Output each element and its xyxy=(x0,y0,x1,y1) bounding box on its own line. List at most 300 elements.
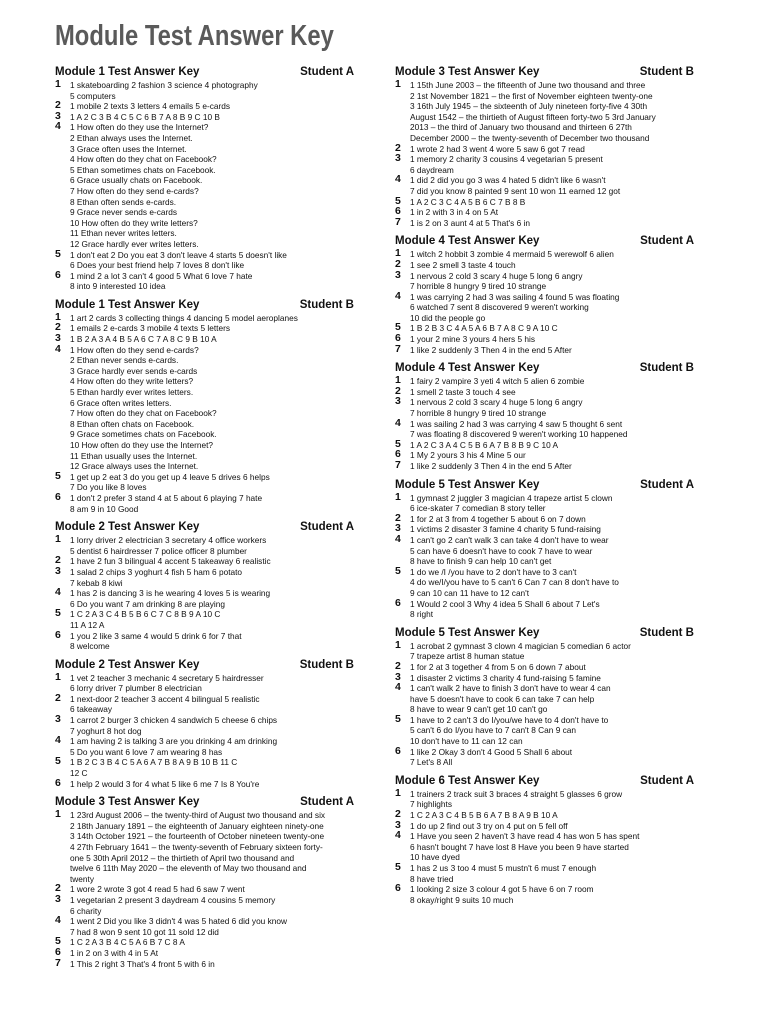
exercise-number: 3 xyxy=(395,670,401,683)
answer-line: 1 acrobat 2 gymnast 3 clown 4 magician 5 comedian 6 actor xyxy=(410,640,631,651)
answer-line: 5 Ethan sometimes chats on Facebook. xyxy=(70,164,216,175)
exercise-answers xyxy=(395,342,700,356)
exercise-number: 4 xyxy=(395,289,401,302)
answer-line: 9 Grace sometimes chats on Facebook. xyxy=(70,429,217,440)
exercise-number: 6 xyxy=(395,448,401,461)
section-heading xyxy=(395,775,700,788)
exercise-answers xyxy=(55,892,360,916)
answer-line: 6 daydream xyxy=(410,164,454,175)
exercise-number: 2 xyxy=(395,808,401,821)
exercise-number: 2 xyxy=(55,882,61,895)
answer-line: 1 did 2 did you go 3 was 4 hated 5 didn't like 6 wasn't xyxy=(410,175,606,186)
answer-line: 1 How often do they send e-cards? xyxy=(70,344,199,355)
answer-line: 1 disaster 2 victims 3 charity 4 fund-raising 5 famine xyxy=(410,672,601,683)
exercise-answers xyxy=(55,776,360,790)
exercise-number: 5 xyxy=(395,437,401,450)
answer-line: 8 am 9 in 10 Good xyxy=(70,503,139,514)
answer-key-section xyxy=(395,775,700,906)
exercise-answers xyxy=(395,564,700,599)
exercise-answers xyxy=(395,786,700,810)
exercise-number: 5 xyxy=(395,321,401,334)
exercise-number: 4 xyxy=(55,586,61,599)
exercise-answers xyxy=(55,670,360,694)
answer-line: 11 Ethan never writes letters. xyxy=(70,228,177,239)
exercise-answers xyxy=(55,945,360,959)
answer-line: 1 23rd August 2006 – the twenty-third of August two thousand and six xyxy=(70,810,326,821)
student-variant: Student A xyxy=(640,478,694,491)
answer-line: 2 Ethan never sends e-cards. xyxy=(70,355,179,366)
exercise-number: 3 xyxy=(395,818,401,831)
answer-line: 1 smell 2 taste 3 touch 4 see xyxy=(410,386,516,397)
section-heading xyxy=(55,521,360,534)
answer-line: 1 next-door 2 teacher 3 accent 4 bilingual 5 realistic xyxy=(70,693,260,704)
exercise-number: 3 xyxy=(395,268,401,281)
exercise-number: 3 xyxy=(395,395,401,408)
exercise-number: 5 xyxy=(55,607,61,620)
exercise-number: 4 xyxy=(55,342,61,355)
exercise-answers xyxy=(55,916,360,937)
right-column xyxy=(395,66,700,912)
student-variant: Student B xyxy=(299,298,354,311)
student-variant: Student B xyxy=(639,66,694,78)
answer-line: 7 trapeze artist 8 human statue xyxy=(410,651,525,662)
exercise-number: 4 xyxy=(395,681,401,694)
answer-line: 1 mind 2 a lot 3 can't 4 good 5 What 6 love 7 hate xyxy=(70,270,253,281)
exercise-number: 5 xyxy=(55,247,61,260)
answer-line: 1 see 2 smell 3 taste 4 touch xyxy=(410,259,516,270)
exercise-answers xyxy=(395,831,700,863)
answer-line: 5 dentist 6 hairdresser 7 police officer 8 plumber xyxy=(70,545,247,556)
exercise-answers xyxy=(395,638,700,662)
exercise-answers xyxy=(55,122,360,249)
exercise-answers xyxy=(395,397,700,418)
answer-line: 8 right xyxy=(410,609,434,620)
answer-line: 1 has 2 is dancing 3 is he wearing 4 loves 5 is wearing xyxy=(70,588,271,599)
exercise-answers xyxy=(395,659,700,673)
section-title: Module 4 Test Answer Key xyxy=(395,235,540,248)
answer-line: 9 Grace never sends e-cards xyxy=(70,207,177,218)
answer-line: 11 A 12 A xyxy=(70,619,105,630)
answer-line: 8 have to wear 9 can't get 10 can't go xyxy=(410,704,548,715)
answer-key-section xyxy=(55,659,360,790)
answer-line: 10 did the people go xyxy=(410,312,486,323)
answer-line: 3 Grace hardly ever sends e-cards xyxy=(70,365,198,376)
answer-line: 7 How often do they send e-cards? xyxy=(70,185,199,196)
answer-line: 1 gymnast 2 juggler 3 magician 4 trapeze artist 5 clown xyxy=(410,492,613,503)
exercise-number: 3 xyxy=(395,522,401,535)
exercise-answers xyxy=(395,175,700,196)
section-title: Module 3 Test Answer Key xyxy=(395,66,540,78)
section-title: Module 1 Test Answer Key xyxy=(55,66,200,78)
exercise-answers xyxy=(395,384,700,398)
exercise-answers xyxy=(55,564,360,588)
answer-key-section xyxy=(55,299,360,514)
exercise-number: 6 xyxy=(395,744,401,757)
answer-line: 1 am having 2 is talking 3 are you drinking 4 am drinking xyxy=(70,736,278,747)
answer-line: 12 Grace always uses the Internet. xyxy=(70,461,199,472)
exercise-number: 3 xyxy=(55,564,61,577)
exercise-number: 5 xyxy=(395,861,401,873)
exercise-answers xyxy=(395,249,700,260)
answer-line: 1 for 2 at 3 together 4 from 5 on 6 down 7 about xyxy=(410,661,586,672)
answer-line: 8 Ethan often chats on Facebook. xyxy=(70,418,195,429)
exercise-answers xyxy=(55,342,360,472)
answer-line: 5 Ethan hardly ever writes letters. xyxy=(70,387,194,398)
answer-line: twenty xyxy=(70,873,94,884)
answer-line: 1 do we /I /you have to 2 don't have to 3 can't xyxy=(410,566,577,577)
answer-line: 6 takeaway xyxy=(70,704,112,715)
answer-line: 1 wore 2 wrote 3 got 4 read 5 had 6 saw 7 went xyxy=(70,884,245,895)
exercise-number: 5 xyxy=(55,935,61,948)
answer-line: 8 welcome xyxy=(70,641,110,652)
section-heading xyxy=(55,796,360,809)
student-variant: Student A xyxy=(300,521,354,534)
exercise-answers xyxy=(55,556,360,567)
answer-key-section xyxy=(55,66,360,292)
answer-line: 6 Do you want 7 am drinking 8 are playing xyxy=(70,598,225,609)
exercise-answers xyxy=(395,461,700,472)
exercise-answers xyxy=(395,532,700,567)
answer-line: 8 have tried xyxy=(410,873,454,884)
answer-line: 12 C xyxy=(70,768,88,779)
answer-line: 1 C 2 A 3 C 4 B 5 B 6 A 7 B 8 A 9 B 10 A xyxy=(410,810,558,821)
exercise-answers xyxy=(395,683,700,715)
exercise-number: 4 xyxy=(55,914,61,927)
answer-line: 6 Grace often writes letters. xyxy=(70,397,172,408)
answer-line: 10 How often do they use the Internet? xyxy=(70,440,213,450)
exercise-number: 6 xyxy=(55,490,61,503)
answer-line: 1 was carrying 2 had 3 was sailing 4 found 5 was floating xyxy=(410,291,620,302)
exercise-answers xyxy=(395,818,700,832)
answer-line: 4 How often do they chat on Facebook? xyxy=(70,154,217,165)
answer-line: 1 went 2 Did you like 3 didn't 4 was 5 hated 6 did you know xyxy=(70,916,287,927)
exercise-number: 1 xyxy=(395,374,401,387)
answer-line: 1 nervous 2 cold 3 scary 4 huge 5 long 6 angry xyxy=(410,397,583,408)
answer-line: 1 nervous 2 cold 3 scary 4 huge 5 long 6 angry xyxy=(410,270,583,281)
answer-line: 1 emails 2 e-cards 3 mobile 4 texts 5 letters xyxy=(70,323,231,334)
exercise-answers xyxy=(55,80,360,101)
answer-line: 11 Ethan usually uses the Internet. xyxy=(70,450,198,461)
answer-line: 1 your 2 mine 3 yours 4 hers 5 his xyxy=(410,334,535,345)
answer-line: 1 can't go 2 can't walk 3 can take 4 don't have to wear xyxy=(410,534,609,545)
exercise-number: 5 xyxy=(55,469,61,482)
exercise-answers xyxy=(55,884,360,895)
answer-line: 1 A 2 C 3 A 4 C 5 B 6 A 7 B 8 B 9 C 10 A xyxy=(410,439,559,450)
answer-line: 1 like 2 suddenly 3 Then 4 in the end 5 After xyxy=(410,461,572,471)
exercise-number: 1 xyxy=(55,808,61,821)
student-variant: Student B xyxy=(639,626,694,639)
answer-line: 1 vegetarian 2 present 3 daydream 4 cousins 5 memory xyxy=(70,894,276,905)
exercise-answers xyxy=(395,416,700,440)
student-variant: Student A xyxy=(640,235,694,248)
section-title: Module 5 Test Answer Key xyxy=(395,626,540,639)
answer-key-section xyxy=(55,521,360,652)
answer-line: 1 can't walk 2 have to finish 3 don't have to wear 4 can xyxy=(410,683,611,694)
answer-line: 1 have to 2 can't 3 do I/you/we have to 4 don't have to xyxy=(410,714,609,725)
exercise-answers xyxy=(395,596,700,620)
exercise-number: 6 xyxy=(55,945,61,958)
exercise-answers xyxy=(395,450,700,461)
exercise-number: 4 xyxy=(395,173,401,186)
section-title: Module 2 Test Answer Key xyxy=(55,658,200,671)
section-heading xyxy=(55,659,360,672)
answer-line: 1 looking 2 size 3 colour 4 got 5 have 6 on 7 room xyxy=(410,884,594,895)
answer-line: 7 horrible 8 hungry 9 tired 10 strange xyxy=(410,408,547,419)
answer-line: 12 Grace hardly ever writes letters. xyxy=(70,238,199,249)
answer-line: December 2000 – the twenty-seventh of December two thousand xyxy=(410,132,650,143)
answer-line: 1 A 2 C 3 C 4 A 5 B 6 C 7 B 8 B xyxy=(410,196,526,207)
answer-line: 1 B 2 B 3 C 4 A 5 A 6 B 7 A 8 C 9 A 10 C xyxy=(410,323,558,334)
answer-line: 10 How often do they write letters? xyxy=(70,217,198,228)
exercise-number: 6 xyxy=(55,776,61,789)
exercise-number: 7 xyxy=(395,342,401,355)
answer-line: 7 kebab 8 kiwi xyxy=(70,577,123,588)
student-variant: Student A xyxy=(300,796,354,809)
exercise-number: 7 xyxy=(395,459,401,471)
answer-key-section xyxy=(55,796,360,969)
answer-line: 7 had 8 won 9 sent 10 got 11 sold 12 did xyxy=(70,926,219,937)
exercise-answers xyxy=(395,215,700,229)
answer-line: 1 witch 2 hobbit 3 zombie 4 mermaid 5 werewolf 6 alien xyxy=(410,249,614,260)
student-variant: Student A xyxy=(300,66,354,78)
section-title: Module 2 Test Answer Key xyxy=(55,521,200,534)
exercise-answers xyxy=(395,376,700,387)
answer-line: 1 don't eat 2 Do you eat 3 don't leave 4 starts 5 doesn't like xyxy=(70,249,287,260)
answer-line: 1 Have you seen 2 haven't 3 have read 4 has won 5 has spent xyxy=(410,831,640,842)
answer-line: 10 have dyed xyxy=(410,852,460,863)
exercise-answers xyxy=(395,80,700,144)
exercise-number: 1 xyxy=(55,310,61,323)
answer-line: 1 Would 2 cool 3 Why 4 idea 5 Shall 6 about 7 Let's xyxy=(410,598,600,609)
section-title: Module 5 Test Answer Key xyxy=(395,478,540,491)
answer-line: 3 14th October 1921 – the fourteenth of October nineteen twenty-one xyxy=(70,831,325,842)
exercise-answers xyxy=(55,247,360,271)
answer-line: 7 Let's 8 All xyxy=(410,757,453,768)
answer-key-section xyxy=(395,235,700,355)
exercise-number: 4 xyxy=(55,734,61,747)
answer-line: 5 can't 6 do I/you have to 7 can't 8 Can 9 can xyxy=(410,725,576,736)
answer-line: 7 highlights xyxy=(410,799,452,810)
answer-line: 3 Grace often uses the Internet. xyxy=(70,143,187,154)
exercise-answers xyxy=(55,310,360,324)
answer-line: have 5 doesn't have to cook 6 can take 7 can help xyxy=(410,693,595,704)
exercise-number: 1 xyxy=(55,78,61,90)
answer-line: 1 trainers 2 track suit 3 braces 4 straight 5 glasses 6 grow xyxy=(410,788,623,799)
answer-line: 1 memory 2 charity 3 cousins 4 vegetarian 5 present xyxy=(410,154,603,165)
left-column xyxy=(55,66,360,976)
exercise-answers xyxy=(55,736,360,757)
answer-line: 6 Grace usually chats on Facebook. xyxy=(70,175,203,186)
exercise-answers xyxy=(55,937,360,948)
exercise-answers xyxy=(55,109,360,123)
answer-line: 5 can have 6 doesn't have to cook 7 have to wear xyxy=(410,545,593,556)
exercise-number: 6 xyxy=(395,205,401,218)
exercise-number: 2 xyxy=(55,554,61,567)
answer-line: 1 has 2 us 3 too 4 must 5 mustn't 6 must 7 enough xyxy=(410,863,597,873)
exercise-number: 4 xyxy=(395,532,401,545)
answer-line: 6 watched 7 sent 8 discovered 9 weren't working xyxy=(410,302,589,313)
exercise-answers xyxy=(55,323,360,334)
exercise-answers xyxy=(55,691,360,715)
exercise-number: 1 xyxy=(395,786,401,799)
section-title: Module 3 Test Answer Key xyxy=(55,796,200,809)
answer-line: 1 B 2 C 3 B 4 C 5 A 6 A 7 B 8 A 9 B 10 B 11 C xyxy=(70,757,238,768)
answer-line: 1 you 2 like 3 same 4 would 5 drink 6 for 7 that xyxy=(70,630,242,641)
exercise-answers xyxy=(55,715,360,736)
exercise-answers xyxy=(395,524,700,535)
answer-line: 1 15th June 2003 – the fifteenth of June two thousand and three xyxy=(410,80,646,90)
answer-line: 2 1st November 1821 – the first of November eighteen twenty-one xyxy=(410,90,653,101)
exercise-number: 7 xyxy=(395,215,401,228)
answer-line: 1 vet 2 teacher 3 mechanic 4 secretary 5 hairdresser xyxy=(70,672,264,683)
exercise-answers xyxy=(55,757,360,778)
exercise-number: 2 xyxy=(55,691,61,704)
exercise-number: 3 xyxy=(395,152,401,165)
exercise-answers xyxy=(395,437,700,451)
section-title: Module 1 Test Answer Key xyxy=(55,298,200,311)
exercise-number: 6 xyxy=(395,596,401,609)
answer-line: 6 Does your best friend help 7 loves 8 don't like xyxy=(70,260,245,271)
answer-line: 1 is 2 on 3 aunt 4 at 5 That's 6 in xyxy=(410,217,530,228)
exercise-number: 2 xyxy=(395,659,401,672)
answer-line: 1 B 2 A 3 A 4 B 5 A 6 C 7 A 8 C 9 B 10 A xyxy=(70,334,217,345)
answer-line: 8 into 9 interested 10 idea xyxy=(70,281,166,292)
exercise-answers xyxy=(55,810,360,884)
exercise-number: 5 xyxy=(395,564,401,577)
exercise-answers xyxy=(55,490,360,514)
answer-line: 1 wrote 2 had 3 went 4 wore 5 saw 6 got 7 read xyxy=(410,143,585,154)
exercise-answers xyxy=(395,323,700,334)
exercise-number: 2 xyxy=(55,99,61,112)
answer-line: 2 18th January 1891 – the eighteenth of January eighteen ninety-one xyxy=(70,820,324,831)
answer-line: 3 16th July 1945 – the sixteenth of July nineteen forty-five 4 30th xyxy=(410,101,648,112)
exercise-number: 5 xyxy=(395,712,401,725)
exercise-answers xyxy=(55,101,360,112)
section-heading xyxy=(55,66,360,79)
exercise-number: 2 xyxy=(395,384,401,397)
answer-line: 8 okay/right 9 suits 10 much xyxy=(410,894,514,905)
answer-key-section xyxy=(395,627,700,768)
exercise-answers xyxy=(395,670,700,684)
answer-line: 4 do we/I/you have to 5 can't 6 Can 7 can 8 don't have to xyxy=(410,577,619,588)
exercise-answers xyxy=(55,334,360,345)
answer-line: 9 can 10 can 11 have to 12 can't xyxy=(410,587,530,598)
exercise-answers xyxy=(55,956,360,970)
exercise-answers xyxy=(395,289,700,324)
answer-line: 1 salad 2 chips 3 yoghurt 4 fish 5 ham 6 potato xyxy=(70,566,243,577)
section-heading xyxy=(395,479,700,492)
exercise-answers xyxy=(395,863,700,884)
answer-line: 1 was sailing 2 had 3 was carrying 4 saw 5 thought 6 sent xyxy=(410,418,623,429)
answer-key-section xyxy=(395,479,700,620)
answer-line: 4 27th February 1641 – the twenty-seventh of February sixteen forty- xyxy=(70,842,323,852)
exercise-number: 6 xyxy=(395,332,401,345)
section-heading xyxy=(55,299,360,312)
answer-line: 1 My 2 yours 3 his 4 Mine 5 our xyxy=(410,450,526,461)
answer-line: 5 Do you want 6 love 7 am wearing 8 has xyxy=(70,746,223,757)
section-heading xyxy=(395,362,700,375)
answer-line: 1 fairy 2 vampire 3 yeti 4 witch 5 alien 6 zombie xyxy=(410,376,585,387)
answer-line: twelve 6 11th May 2020 – the eleventh of May two thousand and xyxy=(70,863,307,874)
exercise-answers xyxy=(55,535,360,556)
answer-line: 1 C 2 A 3 C 4 B 5 B 6 C 7 C 8 B 9 A 10 C xyxy=(70,609,221,620)
exercise-answers xyxy=(395,511,700,525)
exercise-answers xyxy=(55,469,360,493)
answer-line: 6 lorry driver 7 plumber 8 electrician xyxy=(70,683,202,694)
answer-line: 1 lorry driver 2 electrician 3 secretary 4 office workers xyxy=(70,535,267,546)
answer-line: 4 How often do they write letters? xyxy=(70,376,194,387)
exercise-number: 2 xyxy=(395,511,401,524)
section-heading xyxy=(395,627,700,640)
exercise-answers xyxy=(395,884,700,905)
answer-line: 7 yoghurt 8 hot dog xyxy=(70,725,142,736)
student-variant: Student B xyxy=(299,658,354,671)
answer-line: 8 have to finish 9 can help 10 can't get xyxy=(410,556,552,567)
answer-line: 6 charity xyxy=(70,905,102,916)
answer-line: August 1542 – the thirtieth of August fifteen forty-two 5 3rd January xyxy=(410,111,656,122)
answer-line: 1 have 2 fun 3 bilingual 4 accent 5 takeaway 6 realistic xyxy=(70,556,271,567)
answer-line: 1 victims 2 disaster 3 famine 4 charity 5 fund-raising xyxy=(410,524,601,535)
answer-line: 1 A 2 C 3 B 4 C 5 C 6 B 7 A 8 B 9 C 10 B xyxy=(70,111,220,122)
student-variant: Student B xyxy=(639,362,694,375)
exercise-answers xyxy=(395,154,700,175)
exercise-number: 5 xyxy=(55,755,61,768)
exercise-number: 1 xyxy=(395,638,401,651)
page-title: Module Test Answer Key xyxy=(55,20,334,52)
answer-line: 5 computers xyxy=(70,90,116,101)
answer-line: 2 Ethan always uses the Internet. xyxy=(70,132,193,143)
exercise-number: 3 xyxy=(55,892,61,905)
exercise-answers xyxy=(395,141,700,155)
answer-key-section xyxy=(395,66,700,228)
exercise-number: 3 xyxy=(55,332,61,345)
section-title: Module 6 Test Answer Key xyxy=(395,774,540,787)
exercise-number: 3 xyxy=(55,713,61,726)
exercise-number: 1 xyxy=(55,670,61,683)
exercise-number: 1 xyxy=(395,247,401,260)
exercise-number: 3 xyxy=(55,109,61,122)
answer-line: 1 like 2 Okay 3 don't 4 Good 5 Shall 6 about xyxy=(410,746,573,757)
answer-line: 1 This 2 right 3 That's 4 front 5 with 6 in xyxy=(70,958,215,969)
answer-line: 1 don't 2 prefer 3 stand 4 at 5 about 6 playing 7 hate xyxy=(70,492,263,503)
exercise-answers xyxy=(395,744,700,768)
answer-line: 1 in 2 on 3 with 4 in 5 At xyxy=(70,947,159,958)
student-variant: Student A xyxy=(640,774,694,787)
answer-line: 1 like 2 suddenly 3 Then 4 in the end 5 After xyxy=(410,344,572,355)
answer-line: 7 Do you like 8 loves xyxy=(70,482,147,493)
exercise-answers xyxy=(395,334,700,345)
exercise-number: 4 xyxy=(395,416,401,429)
exercise-number: 1 xyxy=(395,490,401,503)
exercise-answers xyxy=(395,810,700,821)
answer-line: 7 How often do they chat on Facebook? xyxy=(70,408,217,419)
exercise-answers xyxy=(395,712,700,747)
answer-line: 10 don't have to 11 can 12 can xyxy=(410,736,523,747)
answer-line: 1 carrot 2 burger 3 chicken 4 sandwich 5 cheese 6 chips xyxy=(70,715,278,726)
exercise-answers xyxy=(55,268,360,292)
exercise-answers xyxy=(395,207,700,218)
exercise-number: 6 xyxy=(55,628,61,641)
exercise-answers xyxy=(55,628,360,652)
exercise-number: 6 xyxy=(55,268,61,281)
answer-line: 1 do up 2 find out 3 try on 4 put on 5 fell off xyxy=(410,820,568,831)
answer-line: 1 mobile 2 texts 3 letters 4 emails 5 e-cards xyxy=(70,101,231,112)
exercise-answers xyxy=(55,588,360,609)
answer-line: 1 art 2 cards 3 collecting things 4 dancing 5 model aeroplanes xyxy=(70,312,298,323)
section-heading xyxy=(395,66,700,79)
answer-line: 6 ice-skater 7 comedian 8 story teller xyxy=(410,503,546,514)
exercise-number: 1 xyxy=(395,78,401,90)
